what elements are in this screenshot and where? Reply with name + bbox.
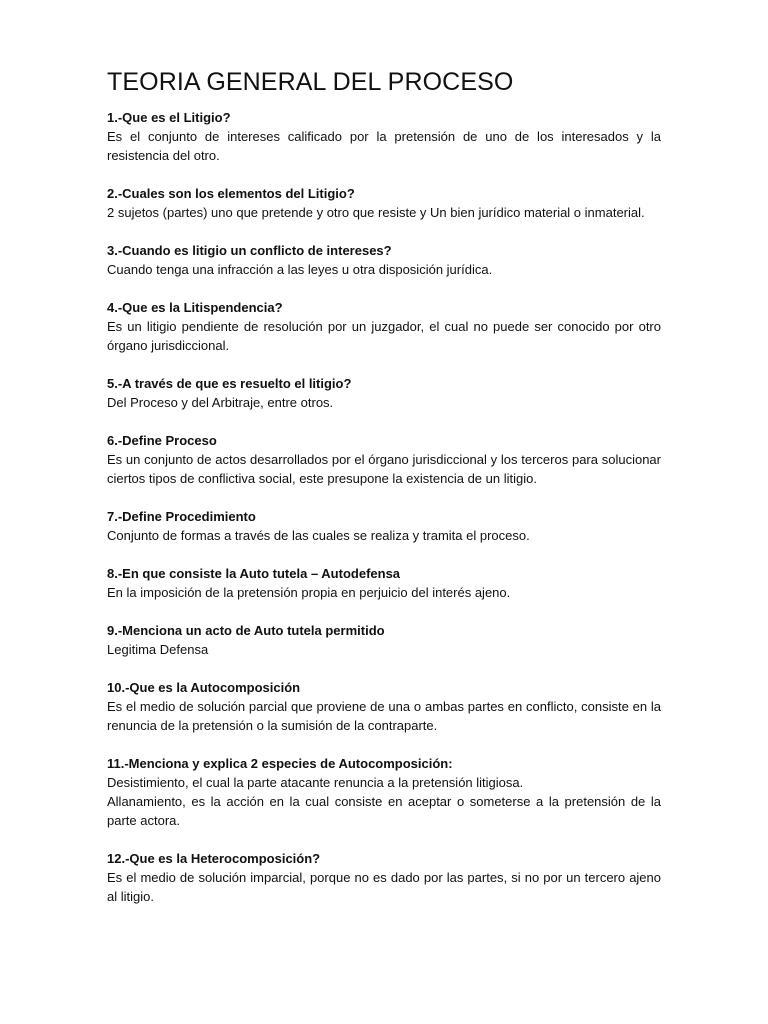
qa-item — [107, 849, 661, 906]
answer: Es un litigio pendiente de resolución por un juzgador, el cual no puede ser conocido por otro órgano jurisdiccional. — [107, 319, 661, 353]
qa-item — [107, 241, 661, 279]
qa-item — [107, 431, 661, 488]
answer: Conjunto de formas a través de las cuales se realiza y tramita el proceso. — [107, 528, 530, 543]
qa-item — [107, 184, 661, 222]
question: 3.-Cuando es litigio un conflicto de intereses? — [107, 243, 392, 258]
question: 1.-Que es el Litigio? — [107, 110, 231, 125]
question: 11.-Menciona y explica 2 especies de Autocomposición: — [107, 756, 453, 771]
question: 8.-En que consiste la Auto tutela – Autodefensa — [107, 566, 401, 581]
document-title: TEORIA GENERAL DEL PROCESO — [107, 68, 514, 96]
answer: Desistimiento, el cual la parte atacante renuncia a la pretensión litigiosa. — [107, 775, 524, 790]
question: 9.-Menciona un acto de Auto tutela permitido — [107, 623, 385, 638]
question: 5.-A través de que es resuelto el litigio? — [107, 376, 352, 391]
qa-item — [107, 564, 661, 602]
answer: Es un conjunto de actos desarrollados por el órgano jurisdiccional y los terceros para solucionar ciertos tipos de conflictiva social, este presupone la existencia de un litigio. — [107, 452, 661, 486]
answer: Allanamiento, es la acción en la cual consiste en aceptar o someterse a la pretensión de la parte actora. — [107, 794, 661, 828]
answer: Es el medio de solución parcial que proviene de una o ambas partes en conflicto, consiste en la renuncia de la pretensión o la sumisión de la contraparte. — [107, 699, 661, 733]
answer: Cuando tenga una infracción a las leyes u otra disposición jurídica. — [107, 262, 493, 277]
answer: Es el medio de solución imparcial, porque no es dado por las partes, si no por un tercero ajeno al litigio. — [107, 870, 661, 904]
answer: 2 sujetos (partes) uno que pretende y otro que resiste y Un bien jurídico material o inmaterial. — [107, 205, 645, 220]
question: 6.-Define Proceso — [107, 433, 217, 448]
answer: Es el conjunto de intereses calificado por la pretensión de uno de los interesados y la resistencia del otro. — [107, 129, 661, 163]
question: 12.-Que es la Heterocomposición? — [107, 851, 321, 866]
qa-item — [107, 108, 661, 165]
qa-item — [107, 298, 661, 355]
qa-item — [107, 507, 661, 545]
answer: En la imposición de la pretensión propia en perjuicio del interés ajeno. — [107, 585, 511, 600]
qa-item — [107, 374, 661, 412]
question: 7.-Define Procedimiento — [107, 509, 256, 524]
answer: Del Proceso y del Arbitraje, entre otros. — [107, 395, 334, 410]
qa-item — [107, 678, 661, 735]
question: 10.-Que es la Autocomposición — [107, 680, 301, 695]
qa-item — [107, 621, 661, 659]
answer: Legitima Defensa — [107, 642, 209, 657]
document-body — [107, 66, 661, 925]
question: 2.-Cuales son los elementos del Litigio? — [107, 186, 355, 201]
question: 4.-Que es la Litispendencia? — [107, 300, 283, 315]
qa-item — [107, 754, 661, 830]
